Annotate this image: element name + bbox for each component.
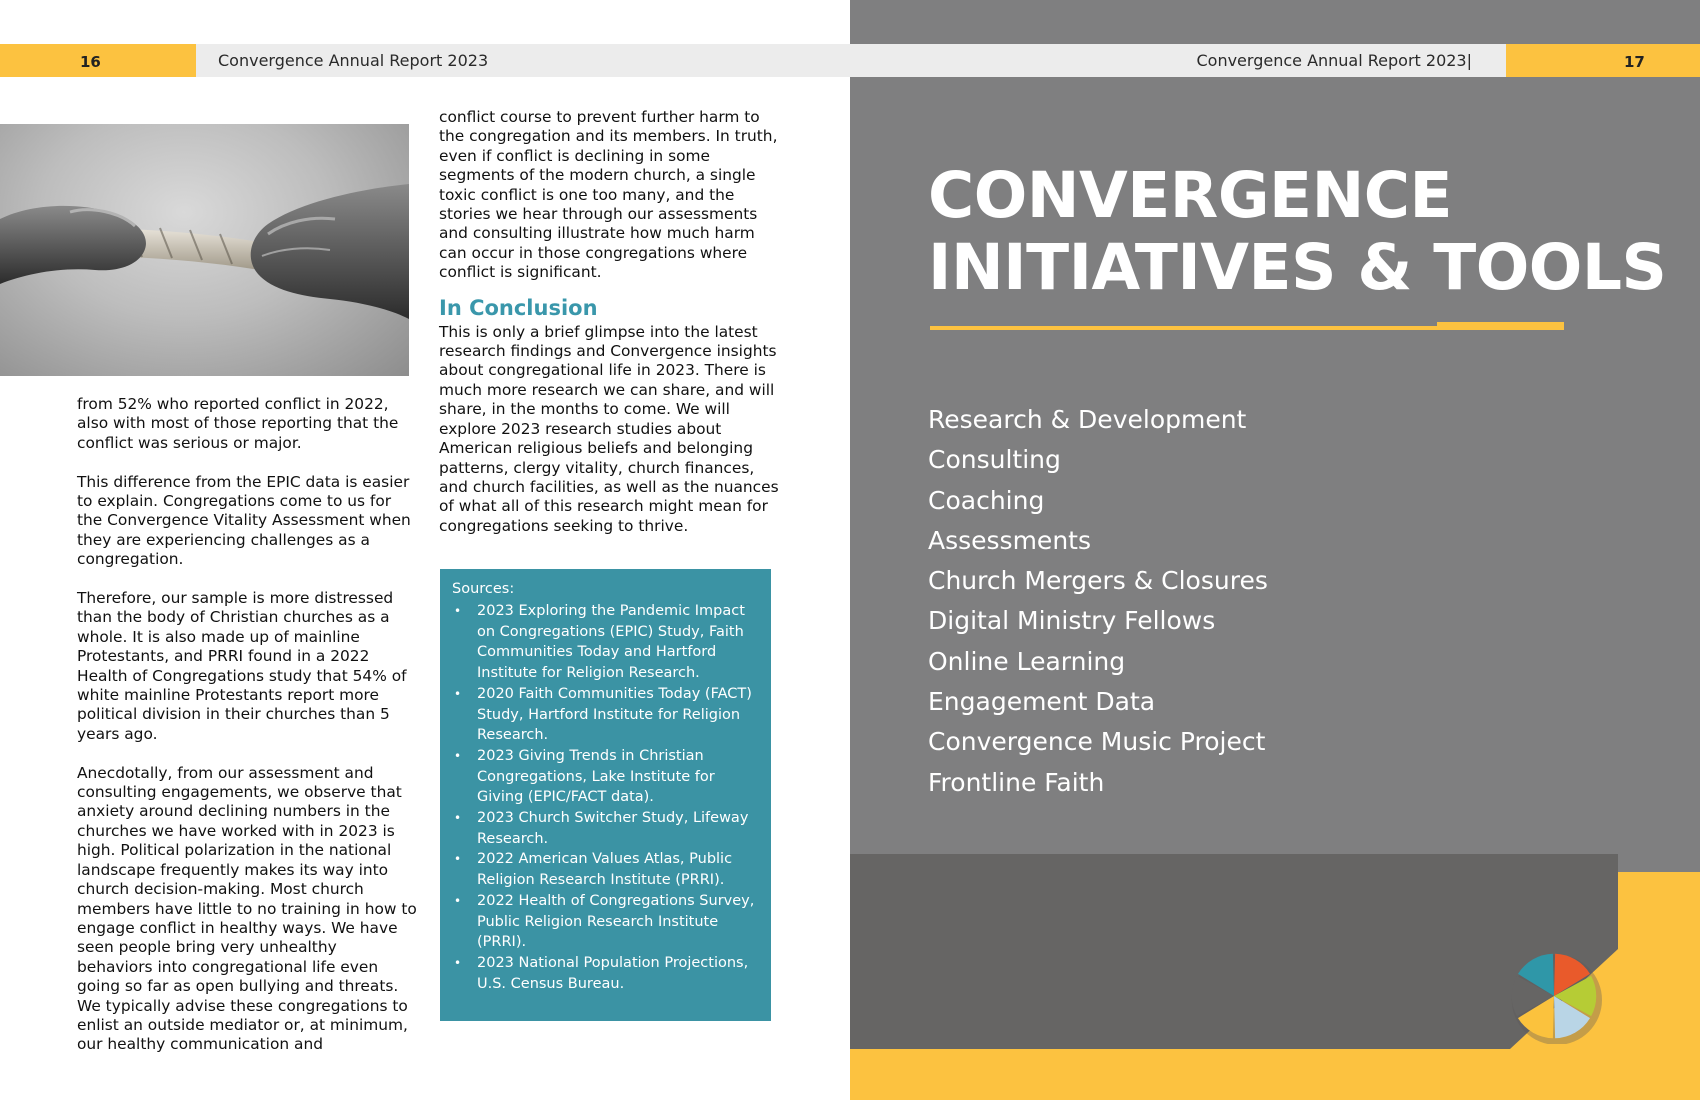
source-item: • 2020 Faith Communities Today (FACT) Study, Hartford Institute for Religion Research. xyxy=(454,685,752,744)
rope-tug-of-war-photo xyxy=(0,124,409,376)
footer-corner-cut xyxy=(850,854,1618,1049)
header-title: Convergence Annual Report 2023 xyxy=(218,51,489,70)
source-item: • 2023 Church Switcher Study, Lifeway Research. xyxy=(454,810,749,847)
body-paragraph: Anecdotally, from our assessment and consulting engagements, we observe that anxiety around declining numbers in the churches we have worked with in 2023 is high. Political polarization in the national landscape frequently makes its way into church decision-making. Most church members have little to no training in how to engage conflict in healthy ways. We have seen people bring very unhealthy behaviors into congregational life even going so far as open bullying and threats. We typically advise these congregations to enlist an outside mediator or, at minimum, our healthy communication and xyxy=(77,763,417,1054)
source-item: • 2023 National Population Projections, U.S. Census Bureau. xyxy=(454,954,749,992)
left-text-column xyxy=(77,395,417,1074)
left-header-bar xyxy=(196,44,850,77)
source-item: • 2023 Giving Trends in Christian Congregations, Lake Institute for Giving (EPIC/FACT data). xyxy=(454,747,715,806)
body-paragraph: This difference from the EPIC data is easier to explain. Congregations come to us for the Convergence Vitality Assessment when they are experiencing challenges as a congregation. xyxy=(77,472,411,569)
initiative-item-coaching: Coaching xyxy=(928,485,1045,515)
header-title: Convergence Annual Report 2023| xyxy=(1196,51,1472,70)
conclusion-heading: In Conclusion xyxy=(439,295,598,320)
bullet-icon: • xyxy=(454,686,462,701)
initiative-item-digital-ministry-fellows: Digital Ministry Fellows xyxy=(928,606,1216,636)
initiative-item-church-mergers-closures: Church Mergers & Closures xyxy=(928,566,1268,596)
title-underline-accent xyxy=(1437,322,1564,330)
initiative-item-frontline-faith: Frontline Faith xyxy=(928,767,1105,797)
footer-dark-block xyxy=(850,854,1618,1049)
body-paragraph: from 52% who reported conflict in 2022, also with most of those reporting that the conflict was serious or major. xyxy=(77,395,399,452)
body-paragraph: conflict course to prevent further harm to the congregation and its members. In truth, even if conflict is declining in some segments of the modern church, a single toxic conflict is one too many, and the stories we hear through our assessments and consulting illustrate how much harm can occur in those congregations where conflict is significant. xyxy=(439,108,778,282)
source-item: • 2022 American Values Atlas, Public Religion Research Institute (PRRI). xyxy=(454,851,733,889)
source-item: • 2023 Exploring the Pandemic Impact on Congregations (EPIC) Study, Faith Communities Today and Hartford Institute for Religion Research. xyxy=(454,603,745,682)
body-paragraph: Therefore, our sample is more distressed than the body of Christian churches as a whole. It is also made up of mainline Protestants, and PRRI found in a 2022 Health of Congregations study that 54% of white mainline Protestants report more political division in their churches than 5 years ago. xyxy=(77,589,407,743)
right-header-page-number-bar xyxy=(1506,44,1700,77)
bullet-icon: • xyxy=(454,748,462,763)
initiatives-list xyxy=(928,400,1528,803)
section-title xyxy=(928,160,1688,304)
initiative-item-online-learning: Online Learning xyxy=(928,646,1126,676)
source-item: • 2022 Health of Congregations Survey, Public Religion Research Institute (PRRI). xyxy=(454,892,755,951)
conclusion-paragraph: This is only a brief glimpse into the latest research findings and Convergence insights about congregational life in 2023. There is much more research we can share, and will share, in the months to come. We will explore 2023 research studies about American religious beliefs and belonging patterns, clergy vitality, church finances, and church facilities, as well as the nuances of what all of this research might mean for congregations seeking to thrive. xyxy=(439,322,779,535)
initiative-item-consulting: Consulting xyxy=(928,445,1061,475)
sources-list xyxy=(452,601,759,994)
bullet-icon: • xyxy=(454,852,462,867)
bullet-icon: • xyxy=(454,604,462,618)
page-number: 16 xyxy=(80,53,101,71)
initiative-item-research-development: Research & Development xyxy=(928,405,1247,434)
right-page xyxy=(850,0,1700,1100)
right-header-bar xyxy=(850,44,1506,77)
left-header-page-number-bar xyxy=(0,44,196,77)
sources-title: Sources: xyxy=(452,581,515,597)
initiative-item-convergence-music-project: Convergence Music Project xyxy=(928,727,1266,757)
page-number: 17 xyxy=(1624,53,1645,71)
convergence-logo-icon xyxy=(1506,948,1602,1044)
bullet-icon: • xyxy=(454,893,462,908)
initiative-item-engagement-data: Engagement Data xyxy=(928,687,1156,717)
bullet-icon: • xyxy=(454,811,462,826)
middle-text-column xyxy=(439,108,779,536)
initiative-item-assessments: Assessments xyxy=(928,525,1091,555)
title-underline xyxy=(930,326,1448,330)
section-title-line-1: CONVERGENCE xyxy=(928,159,1453,232)
rope-photo-illustration xyxy=(0,124,409,376)
section-title-line-2: INITIATIVES & TOOLS xyxy=(928,231,1667,304)
bullet-icon: • xyxy=(454,955,462,970)
sources-box xyxy=(440,569,771,1021)
